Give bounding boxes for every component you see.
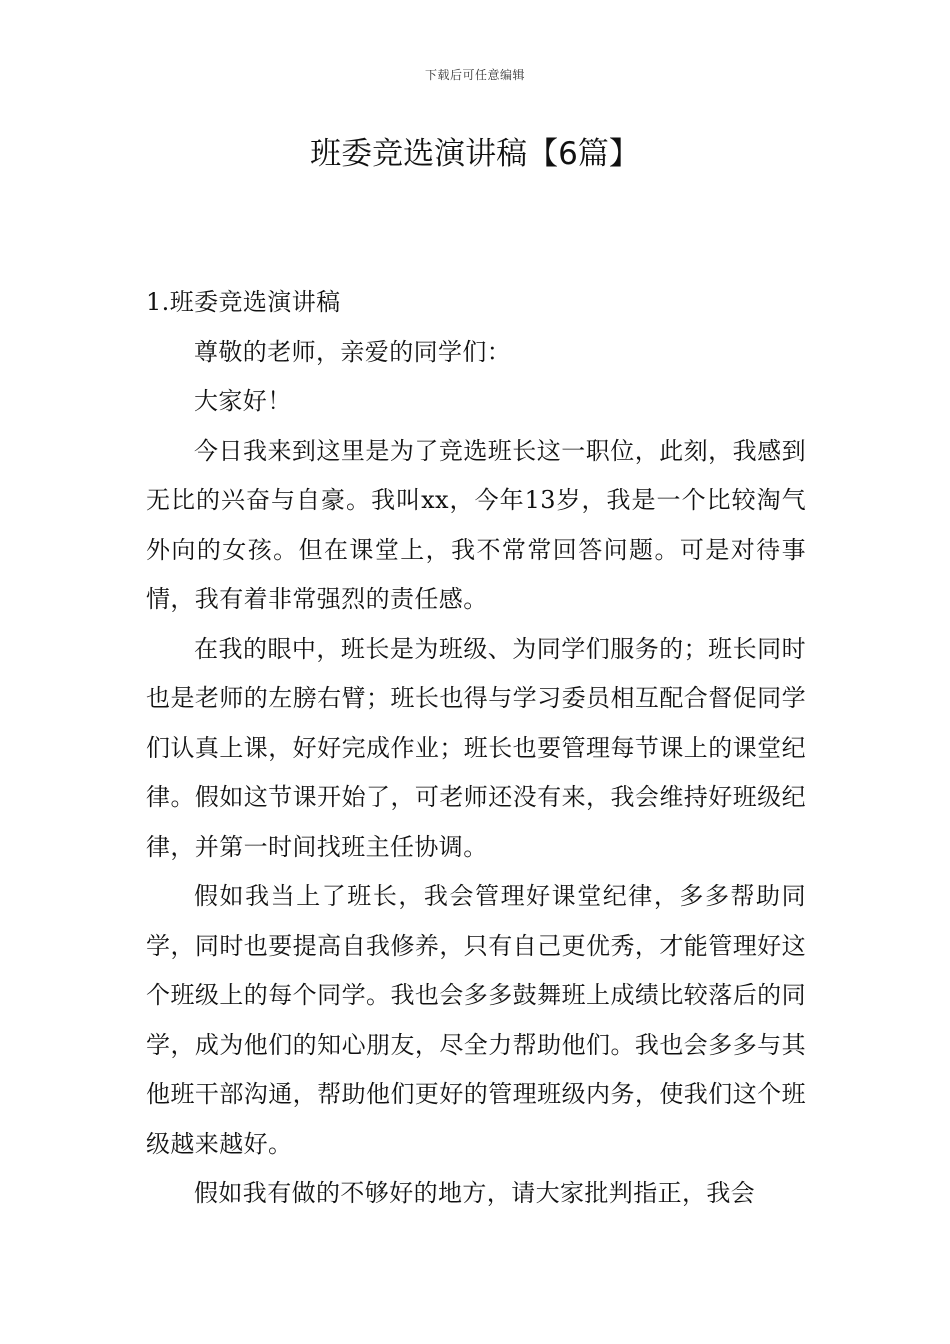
paragraph-monitor-role: 在我的眼中，班长是为班级、为同学们服务的；班长同时也是老师的左膀右臂；班长也得与学习委员相互配合督促同学们认真上课，好好完成作业；班长也要管理每节课上的课堂纪律。假如这节课开始了，可老师还没有来，我会维持好班级纪律，并第一时间找班主任协调。	[146, 634, 806, 861]
paragraph-closing: 假如我有做的不够好的地方，请大家批判指正，我会	[194, 1179, 756, 1207]
document-body	[146, 278, 806, 1219]
paragraph-salutation: 尊敬的老师，亲爱的同学们：	[194, 337, 512, 366]
paragraph-plans: 假如我当上了班长，我会管理好课堂纪律，多多帮助同学，同时也要提高自我修养，只有自己更优秀，才能管理好这个班级上的每个同学。我也会多多鼓舞班上成绩比较落后的同学，成为他们的知心朋友，尽全力帮助他们。我也会多多与其他班干部沟通，帮助他们更好的管理班级内务，使我们这个班级越来越好。	[146, 882, 806, 1158]
header-note: 下载后可任意编辑	[424, 68, 525, 82]
paragraph-greeting: 大家好！	[194, 387, 292, 415]
paragraph-introduction: 今日我来到这里是为了竞选班长这一职位，此刻，我感到无比的兴奋与自豪。我叫xx，今年13岁，我是一个比较淘气外向的女孩。但在课堂上，我不常常回答问题。可是对待事情，我有着非常强烈的责任感。	[146, 436, 806, 613]
section-heading: 1.班委竞选演讲稿	[146, 288, 341, 316]
document-title: 班委竞选演讲稿【6篇】	[310, 136, 640, 172]
